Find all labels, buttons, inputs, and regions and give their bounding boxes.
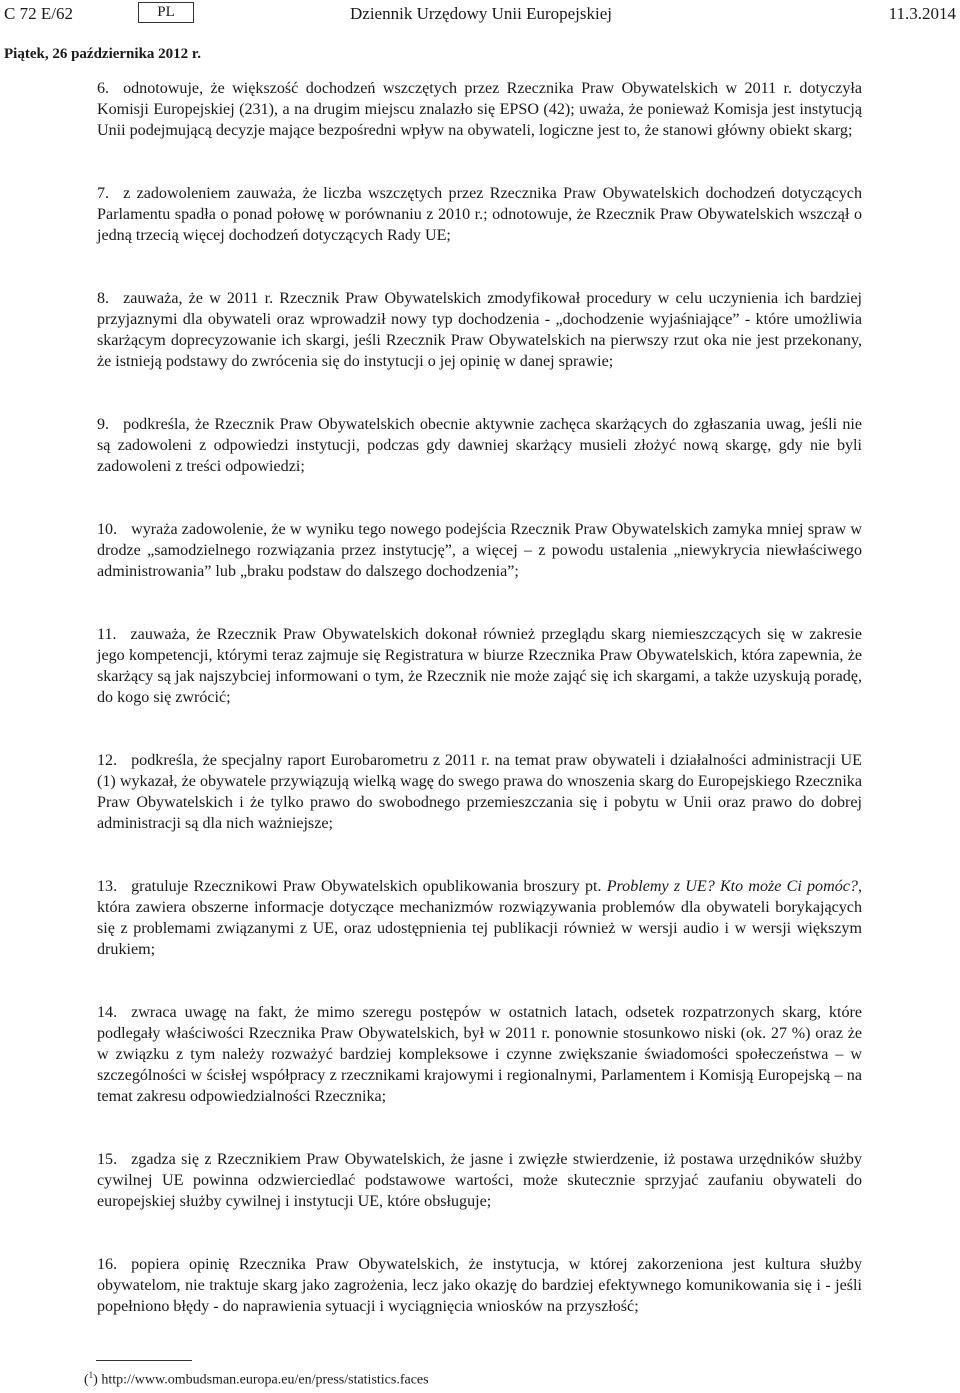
paragraph-13 — [97, 876, 862, 960]
brochure-title: Problemy z UE? Kto może Ci pomóc? — [606, 878, 858, 895]
paragraph-number: 8. — [97, 290, 110, 307]
paragraph-text: zauważa, że Rzecznik Praw Obywatelskich dokonał również przeglądu skarg niemieszczących się w zakresie jego kompetencji, którymi teraz zajmuje się Registratura w biurze Rzecznika Praw Obywatelskich, która zapewnia, że skarżący są jak najszybciej informowani o tym, że Rzecznik nie może zająć się ich skargami, a także uzyskują poradę, do kogo się zwrócić; — [97, 626, 862, 706]
paragraph-16 — [97, 1254, 862, 1317]
paragraph-text: z zadowoleniem zauważa, że liczba wszczętych przez Rzecznika Praw Obywatelskich dochodzeń dotyczących Parlamentu spadła o ponad połowę w porównaniu z 2010 r.; odnotowuje, że Rzecznik Praw Obywatelskich wszczął o jedną trzecią więcej dochodzeń dotyczących Rady UE; — [97, 185, 862, 244]
paragraph-number: 10. — [97, 521, 118, 538]
paragraph-text: zgadza się z Rzecznikiem Praw Obywatelskich, że jasne i zwięzłe stwierdzenie, iż postawa urzędników służby cywilnej UE powinna odzwierciedlać podstawowe wartości, może skutecznie sprzyjać zaufaniu obywateli do europejskiej służby cywilnej i instytucji UE, które obsługuje; — [97, 1151, 862, 1210]
paragraph-number: 13. — [97, 878, 118, 895]
paragraph-text: zauważa, że w 2011 r. Rzecznik Praw Obywatelskich zmodyfikował procedury w celu uczynienia ich bardziej przyjaznymi dla obywateli oraz wprowadził nowy typ dochodzenia - „dochodzenie wyjaśniające” - które umożliwia skarżącym doprecyzowanie ich skargi, jeśli Rzecznik Praw Obywatelskich na pierwszy rzut oka nie jest przekonany, że istnieją podstawy do zwrócenia się do instytucji o jej opinię w danej sprawie; — [97, 290, 862, 370]
paragraph-12 — [97, 750, 862, 834]
paragraph-number: 16. — [97, 1256, 118, 1273]
footnote-divider — [96, 1360, 192, 1361]
paragraph-text: podkreśla, że Rzecznik Praw Obywatelskich obecnie aktywnie zachęca skarżących do zgłaszania uwag, jeśli nie są zadowoleni z odpowiedzi instytucji, podczas gdy dawniej skarżący musieli złożyć nową skargę, gdy nie byli zadowoleni z treści odpowiedzi; — [97, 416, 862, 475]
journal-date: 11.3.2014 — [888, 4, 956, 23]
paragraph-9 — [97, 414, 862, 477]
footnote-link[interactable]: http://www.ombudsman.europa.eu/en/press/statistics.faces — [101, 1372, 429, 1388]
paragraph-11 — [97, 624, 862, 708]
paragraph-text: odnotowuje, że większość dochodzeń wszczętych przez Rzecznika Praw Obywatelskich w 2011 r. dotyczyła Komisji Europejskiej (231), a na drugim miejscu znalazło się EPSO (42); uważa, że ponieważ Komisja jest instytucją Unii podejmującą decyzje mające bezpośredni wpływ na obywateli, logiczne jest to, że stanowi główny obiekt skarg; — [97, 80, 862, 139]
paragraph-number: 14. — [97, 1004, 118, 1021]
paragraph-number: 11. — [97, 626, 117, 643]
paragraph-text-end: , która zawiera obszerne informacje dotyczące mechanizmów rozwiązywania problemów dla obywateli borykających się z problemami związanymi z UE, oraz udostępnienia tej publikacji również w wersji audio i w wersji większym drukiem; — [97, 878, 862, 958]
paragraph-15 — [97, 1149, 862, 1212]
paragraph-8 — [97, 288, 862, 372]
paragraph-text: zwraca uwagę na fakt, że mimo szeregu postępów w ostatnich latach, odsetek rozpatrzonych skarg, które podlegały właściwości Rzecznika Praw Obywatelskich, był w 2011 r. ponownie stosunkowo niski (ok. 27 %) oraz że w związku z tym należy rozważyć bardziej kompleksowe i czynne zwiększanie świadomości społeczeństwa – w szczególności w ścisłej współpracy z rzecznikami krajowymi i regionalnymi, Parlamentem i Komisją Europejską – na temat zakresu odpowiedzialności Rzecznika; — [97, 1004, 862, 1105]
paragraph-text: podkreśla, że specjalny raport Eurobarometru z 2011 r. na temat praw obywateli i działalności administracji UE (1) wykazał, że obywatele przywiązują wielką wagę do swego prawa do wnoszenia skarg do Europejskiego Rzecznika Praw Obywatelskich i że tylko prawo do swobodnego przemieszczania się i pobytu w Unii oraz prawo do dobrej administracji są dla nich ważniejsze; — [97, 752, 862, 832]
paragraph-10 — [97, 519, 862, 582]
journal-reference: C 72 E/62 — [4, 4, 73, 23]
paragraph-7 — [97, 183, 862, 246]
paragraph-6 — [97, 78, 862, 141]
paragraph-text-start: gratuluje Rzecznikowi Praw Obywatelskich opublikowania broszury pt. — [131, 878, 607, 895]
paragraph-text: popiera opinię Rzecznika Praw Obywatelskich, że instytucja, w której zakorzeniona jest kultura służby obywatelom, nie traktuje skarg jako zagrożenia, lecz jako okazję do bardziej efektywnego komunikowania się i - jeśli popełniono błędy - do naprawienia sytuacji i wyciągnięcia wniosków na przyszłość; — [97, 1256, 862, 1315]
journal-title: Dziennik Urzędowy Unii Europejskiej — [350, 4, 613, 23]
footnote-mark: 1 — [88, 1370, 94, 1380]
paragraph-text: wyraża zadowolenie, że w wyniku tego nowego podejścia Rzecznik Praw Obywatelskich zamyka mniej spraw w drodze „samodzielnego rozwiązania przez instytucję”, a więcej – z powodu ustalenia „niewykrycia niewłaściwego administrowania” lub „braku podstaw do dalszego dochodzenia”; — [97, 521, 862, 580]
paragraph-number: 9. — [97, 416, 110, 433]
session-date: Piątek, 26 października 2012 r. — [4, 46, 201, 62]
paragraph-number: 12. — [97, 752, 118, 769]
language-code-box: PL — [138, 2, 194, 23]
document-body — [97, 78, 862, 1359]
paragraph-number: 6. — [97, 80, 110, 97]
paragraph-number: 7. — [97, 185, 110, 202]
footnote: ($^1$) http://www.ombudsman.europa.eu/en/press/statistics.faces — [84, 1370, 429, 1388]
paragraph-14 — [97, 1002, 862, 1107]
page-header — [2, 4, 958, 26]
paragraph-number: 15. — [97, 1151, 118, 1168]
